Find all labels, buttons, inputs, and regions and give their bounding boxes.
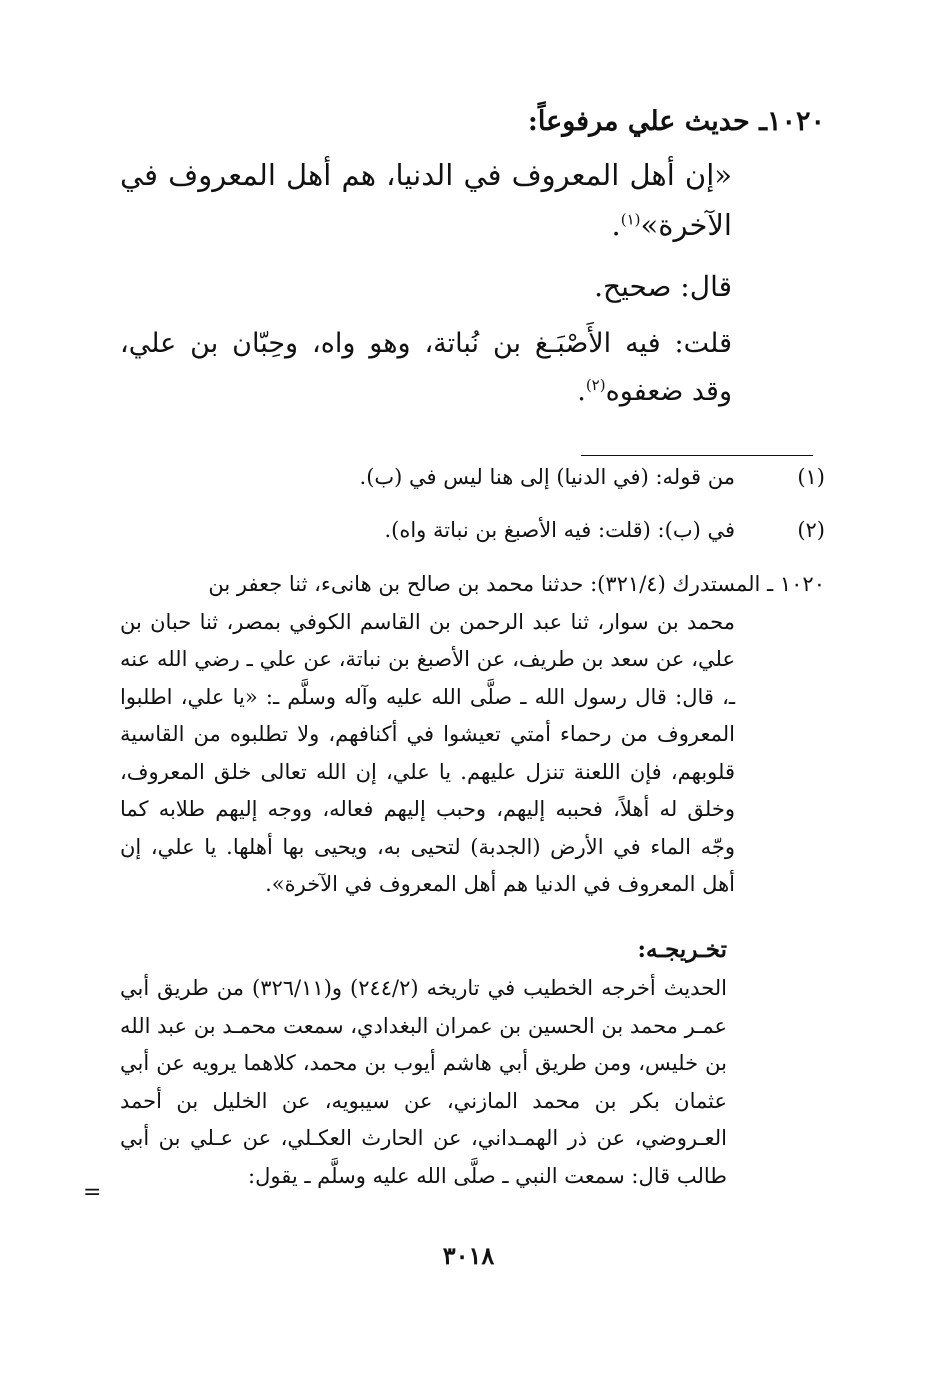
takhrij-text: الحديث أخرجه الخطيب في تاريخه (٢٤٤/٢) و(٣٢٦/١١) من طريق أبي عمـر محمد بن الحسين بن عمران البغدادي، سمعت محمـد بن عبد الله بن خليس، ومن طريق أبي هاشم أيوب بن محمد، كلاهما يرويه عن أبي عثمان بكر بن محمد المازني، عن سيبويه، عن الخليل بن أحمد العـروضي، عن ذر الهمـداني، عن الحارث العكـلي، عن عـلي بن أبي طالب قال: سمعت النبي ـ صلَّى الله عليه وسلَّم ـ يقول: (120, 976, 727, 1188)
grading-statement: قال: صحيح. (594, 270, 732, 303)
continuation-mark: = (83, 1180, 102, 1205)
footnote-number: (١) (797, 465, 825, 489)
footnote-ref-1[interactable]: (١) (620, 210, 641, 229)
commentary-body: محمد بن سوار، ثنا عبد الرحمن بن القاسم الكوفي بمصر، ثنا حبان بن علي، عن سعد بن طريف، عن الأصبغ بن نباتة، عن علي ـ رضي الله عنه ـ، قال: قال رسول الله ـ صلَّى الله عليه وآله وسلَّم ـ: «يا علي، اطلبوا المعروف من رحماء أمتي تعيشوا في أكنافهم، ولا تطلبوه من القاسية قلوبهم، فإن اللعنة تنزل عليهم. يا علي، إن الله تعالى خلق المعروف، وخلق له أهلاً، فحببه إليهم، وحبب إليهم فعاله، ووجه إليهم طلابه كما وجّه الماء في الأرض (الجدبة) لتحيى به، ويحيى بها أهلها. يا علي، إن أهل المعروف في الدنيا هم أهل المعروف في الآخرة». (120, 609, 735, 896)
hadith-end: . (611, 208, 621, 242)
critique-end: . (577, 376, 586, 407)
entry-heading (120, 100, 825, 144)
commentary-section (120, 566, 825, 904)
hadith-body: «إن أهل المعروف في الدنيا، هم أهل المعروف في الآخرة» (120, 158, 732, 242)
entry-number: ١٠٢٠ (766, 106, 825, 137)
hadith-text (120, 150, 825, 250)
commentary-number: ١٠٢٠ (779, 572, 825, 596)
footnote-ref-2[interactable]: (٢) (585, 376, 606, 394)
commentary-first-line (120, 566, 825, 604)
critique-body: قلت: فيه الأَصْبَـغ بن نُباتة، وهو واه، وحِبّان بن علي، وقد ضعفوه (120, 328, 732, 407)
page-number: ٣٠١٨ (442, 1241, 495, 1270)
footnote-divider (581, 455, 813, 456)
commentary-first-text: ـ المستدرك (٣٢١/٤): حدثنا محمد بن صالح بن هانىء، ثنا جعفر بن (208, 572, 774, 596)
footnote-number: (٢) (797, 518, 825, 542)
main-text (120, 100, 825, 416)
entry-heading-text: ـ حديث علي مرفوعاً: (527, 106, 767, 137)
takhrij-heading: تخـريجـه: (637, 936, 727, 963)
footnote-text: في (ب): (قلت: فيه الأصبغ بن نباتة واه). (384, 518, 735, 542)
footnote-1 (120, 460, 825, 494)
footnote-2 (120, 513, 825, 547)
critique-statement (120, 320, 825, 416)
footnote-text: من قوله: (في الدنيا) إلى هنا ليس في (ب). (359, 465, 735, 489)
